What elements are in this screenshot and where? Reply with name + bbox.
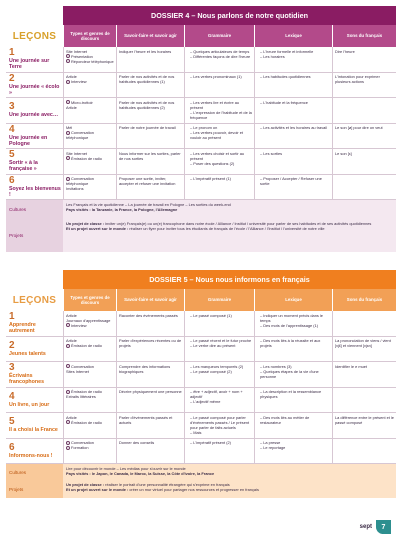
audio-icon (66, 59, 70, 63)
cell-text: Conversation (71, 363, 94, 369)
lesson-row (6, 175, 396, 201)
lesson-row (6, 337, 396, 363)
cell-lexique (254, 124, 332, 149)
cell-text: Le passé composé (1) (193, 312, 232, 318)
cell-text: Micro-trottoir (71, 99, 93, 105)
cell-text: Sites Internet (66, 368, 89, 374)
lesson-row (6, 311, 396, 337)
col-types: Types et genres de discours (63, 289, 116, 311)
cell-grammaire (184, 362, 254, 387)
cell-types (63, 175, 116, 200)
cell-grammaire (184, 124, 254, 149)
lesson-row (6, 413, 396, 439)
cell-text: Répondeur téléphonique (71, 58, 114, 64)
cell-text: Les sorties (263, 150, 283, 156)
lesson-title: Informons-nous ! (9, 452, 53, 459)
cell-lexique (254, 311, 332, 336)
page-footer (0, 520, 400, 539)
lesson-title: Écrivains francophones (9, 373, 45, 386)
audio-icon (66, 420, 70, 424)
cell-sons (332, 73, 396, 98)
cell-types (63, 149, 116, 174)
audio-icon (66, 441, 70, 445)
cell-lexique (254, 73, 332, 98)
cell-savoir-faire (116, 362, 184, 387)
cell-text: Les verbes lire et écrire au présent (190, 99, 240, 110)
cell-text: Donner des conseils (119, 440, 155, 445)
cell-text: Différentes façons de dire l'heure (193, 53, 251, 59)
cell-text: Les habitudes quotidiennes (263, 74, 311, 79)
cell-text: Émission de radio (71, 155, 102, 161)
cell-types (63, 47, 116, 72)
cell-savoir-faire (116, 388, 184, 413)
cell-grammaire (184, 73, 254, 98)
cell-lexique (254, 413, 332, 438)
audio-icon (66, 344, 70, 348)
audio-icon (66, 446, 70, 450)
lesson-number: 1 (9, 311, 15, 323)
cultures-label: Cultures (6, 464, 63, 480)
audio-icon (66, 156, 70, 160)
cell-text: Quelques étapes de la vie d'une personne (260, 368, 319, 379)
dossier-5-projets (6, 480, 396, 498)
cell-text: La presse (263, 440, 281, 445)
cell-text: Raconter des événements passés (119, 312, 178, 318)
audio-icon (66, 390, 70, 394)
cell-text: Des mots liés au métier de restaurateur (260, 414, 310, 425)
cell-text: Article (66, 338, 77, 343)
cell-text: Le reportage (263, 445, 286, 451)
cell-text: Les horaires (263, 53, 285, 59)
lesson-row (6, 149, 396, 175)
dossier-5-cultures (6, 464, 396, 480)
cell-sons (332, 388, 396, 413)
lesson-number: 6 (9, 441, 15, 453)
cell-lexique (254, 439, 332, 464)
cell-text: Le verbe dire au présent (193, 343, 236, 349)
dossier-4-table (6, 6, 396, 252)
cell-text: Émission de radio (71, 389, 102, 394)
cell-savoir-faire (116, 439, 184, 464)
lesson-row (6, 47, 396, 73)
cell-text: Le passé récent et le futur proche (193, 338, 252, 343)
cell-text: Le passé composé pour parler d'événements passés / Le présent pour parler de faits actuels (190, 414, 250, 430)
lesson-row (6, 362, 396, 388)
cell-text: Indiquer l'heure et les horaires (119, 48, 172, 54)
cell-lexique (254, 149, 332, 174)
cell-types (63, 98, 116, 123)
projet-classe-text: inviter un(e) Français(e) ou un(e) francophone dans notre école / Alliance / Institut / université pour parler de ses habitudes et de ses activités quotidiennes (105, 221, 372, 226)
cell-savoir-faire (116, 47, 184, 72)
cell-types (63, 124, 116, 149)
cell-text: Mais (193, 429, 202, 435)
col-types: Types et genres de discours (63, 25, 116, 47)
dossier-4-title: DOSSIER 4 – Nous parlons de notre quotidien (63, 6, 396, 25)
cell-text: Émission de radio (71, 343, 102, 349)
cell-types (63, 73, 116, 98)
projet-monde-text: réaliser un flyer pour inviter tous les étudiants de français de l'école / l'Alliance / l'Institut / l'université de notre ville (129, 226, 325, 232)
lesson-number: 5 (9, 149, 15, 161)
lesson-title: Une journée sur Terre (9, 58, 50, 71)
audio-icon (66, 131, 70, 135)
lesson-title: Une journée avec… (9, 112, 59, 119)
cell-text: Proposer / Accepter / Refuser une sortie (260, 176, 322, 187)
dossier-5-rows (6, 311, 396, 464)
cell-text: Article (66, 74, 77, 79)
col-savoir: Savoir-faire et savoir agir (116, 289, 184, 311)
cell-text: Conversation téléphonique (66, 176, 94, 187)
cell-types (63, 413, 116, 438)
lesson-number: 3 (9, 362, 15, 374)
projet-monde-label: Et un projet ouvert sur le monde : (66, 487, 129, 493)
projet-classe-label: Un projet de classe : (66, 221, 105, 226)
cell-text: Le pronom on (193, 125, 218, 130)
cell-text: Comprendre des informations biographiques (119, 363, 171, 374)
cell-text: Conversation téléphonique (66, 130, 94, 141)
lesson-number: 4 (9, 390, 15, 402)
cell-lexique (254, 98, 332, 123)
cell-text: être + adjectif, avoir + nom + adjectif (190, 389, 243, 400)
cell-grammaire (184, 47, 254, 72)
cell-text: Des mots de l'apprentissage (1) (263, 322, 319, 328)
lesson-row (6, 388, 396, 414)
lesson-title: Sortir « à la française » (9, 160, 38, 173)
lesson-title: Un livre, un jour (9, 401, 50, 408)
cell-text: Journaux d'apprentissage (66, 317, 111, 323)
cultures-text: Les Français et la vie quotidienne – La journée de travail en Pologne – Les sorties du week-end (66, 202, 231, 207)
projet-classe-label: Un projet de classe : (66, 482, 105, 487)
cell-text: L'adjectif même (193, 399, 221, 405)
cell-text: Article (66, 414, 77, 420)
lesson-title: Soyez les bienvenus ! (9, 185, 61, 198)
cell-sons (332, 413, 396, 438)
lesson-title: Apprendre autrement (9, 322, 36, 335)
cell-sons (332, 439, 396, 464)
lecons-logo: LEÇONS (12, 30, 57, 42)
cell-text: Conversation (71, 440, 94, 445)
cell-text: L'intonation pour exprimer plusieurs actions (335, 74, 380, 85)
dossier-4-cultures (6, 200, 396, 219)
cell-savoir-faire (116, 337, 184, 362)
cell-text: La description et la ressemblance physiques (260, 389, 322, 400)
cell-types (63, 311, 116, 336)
lesson-row (6, 73, 396, 99)
cell-text: Dire l'heure (335, 48, 355, 54)
lesson-title: Une journée « écolo » (9, 83, 60, 96)
cell-lexique (254, 362, 332, 387)
projet-monde-text: créer un mur virtuel pour partager nos ressources et progresser en français (129, 487, 259, 493)
cell-lexique (254, 388, 332, 413)
col-sons: Sons du français (332, 25, 396, 47)
cell-text: Interview (71, 322, 87, 328)
cell-text: Les verbes pouvoir, devoir et vouloir au présent (190, 130, 243, 141)
cell-text: Quelques articulateurs de temps (193, 48, 250, 54)
cell-text: Parler d'événements passés et actuels (119, 414, 173, 425)
col-savoir: Savoir-faire et savoir agir (116, 25, 184, 47)
cell-text: Site Internet (66, 48, 87, 54)
dossier-4-rows (6, 47, 396, 200)
page-number-badge: 7 (376, 520, 391, 534)
dossier-5-header (6, 289, 396, 311)
col-sons: Sons du français (332, 289, 396, 311)
dossier-4-projets (6, 219, 396, 252)
lesson-number: 6 (9, 174, 15, 186)
lesson-title: Il a choisi la France (9, 427, 58, 434)
lesson-title: Jeunes talents (9, 350, 46, 357)
dossier-5-table (6, 270, 396, 498)
cell-text: Identifier le e muet (335, 363, 368, 369)
cultures-text: Lire pour découvrir le monde – Les médias pour s'ouvrir sur le monde (66, 466, 186, 471)
cell-savoir-faire (116, 413, 184, 438)
cell-sons (332, 175, 396, 200)
cell-types (63, 362, 116, 387)
cell-savoir-faire (116, 175, 184, 200)
cell-text: Nous informer sur les sorties, parler de nos sorties (119, 150, 181, 161)
col-grammaire: Grammaire (184, 289, 254, 311)
cell-text: Parler de nos activités et de nos habitudes quotidiennes (1) (119, 74, 175, 85)
cell-text: Des mots liés à la réussite et aux projets (260, 338, 321, 349)
cell-text: Les nombres (3) (263, 363, 292, 369)
audio-icon (66, 54, 70, 58)
dossier-4-header (6, 25, 396, 47)
cell-text: Poser des questions (2) (193, 160, 235, 166)
cell-lexique (254, 337, 332, 362)
cell-sons (332, 149, 396, 174)
col-lexique: Lexique (254, 25, 332, 47)
cell-grammaire (184, 388, 254, 413)
lecons-logo: LEÇONS (12, 294, 57, 306)
lesson-number: 2 (9, 72, 15, 84)
cell-grammaire (184, 311, 254, 336)
cell-savoir-faire (116, 124, 184, 149)
audio-icon (66, 100, 70, 104)
cell-text: Présentation (71, 53, 93, 59)
cell-sons (332, 337, 396, 362)
cell-text: Les activités et les horaires au travail (263, 125, 328, 130)
projets-label: Projets (6, 480, 63, 498)
cell-savoir-faire (116, 98, 184, 123)
cell-sons (332, 98, 396, 123)
cell-text: L'impératif présent (1) (193, 176, 231, 181)
cell-text: Mél (66, 125, 73, 130)
cell-text: Site Internet (66, 150, 87, 156)
cell-savoir-faire (116, 311, 184, 336)
cultures-pays: Pays visités : le Japon, le Canada, le Maroc, la Suisse, la Côte d'Ivoire, la France (66, 471, 215, 477)
cell-text: Émission de radio (71, 419, 102, 425)
cell-text: Indiquer un moment précis dans le temps (260, 312, 323, 323)
cell-text: Décrire physiquement une personne (119, 389, 182, 394)
cell-text: Formation (71, 445, 89, 451)
page-label: sept (359, 524, 372, 530)
cell-grammaire (184, 175, 254, 200)
cell-text: Le son [ø] pour dire on veut (335, 125, 383, 130)
cell-text: La différence entre le présent et le passé composé (335, 414, 394, 425)
cell-text: Parler d'expériences récentes ou de projets (119, 338, 182, 349)
projet-monde-label: Et un projet ouvert sur le monde : (66, 226, 129, 232)
cell-savoir-faire (116, 73, 184, 98)
cell-sons (332, 362, 396, 387)
audio-icon (66, 80, 70, 84)
cell-types (63, 388, 116, 413)
lesson-number: 4 (9, 123, 15, 135)
cell-lexique (254, 47, 332, 72)
cell-text: L'habitude et la fréquence (263, 99, 308, 105)
lesson-number: 2 (9, 339, 15, 351)
cell-text: Proposer une sortie, inviter, accepter et refuser une invitation (119, 176, 176, 187)
dossier-5-title: DOSSIER 5 – Nous nous informons en français (63, 270, 396, 289)
col-grammaire: Grammaire (184, 25, 254, 47)
lesson-number: 3 (9, 101, 15, 113)
cell-savoir-faire (116, 149, 184, 174)
cell-text: Invitations (66, 186, 84, 192)
cell-text: Le son [ɛ] (335, 150, 352, 156)
cell-grammaire (184, 337, 254, 362)
cell-types (63, 337, 116, 362)
cultures-pays: Pays visités : la Tanzanie, la France, la Pologne, l'Allemagne (66, 207, 178, 213)
cell-text: Les verbes pronominaux (1) (193, 74, 242, 79)
cell-sons (332, 47, 396, 72)
projets-label: Projets (6, 219, 63, 252)
lesson-row (6, 124, 396, 150)
cell-text: Article (66, 312, 77, 318)
lesson-number: 5 (9, 416, 15, 428)
cell-text: Extraits littéraires (66, 394, 96, 400)
cell-sons (332, 311, 396, 336)
projet-classe-text: réaliser le portrait d'une personnalité étrangère qui s'exprime en français (105, 482, 230, 487)
cell-grammaire (184, 413, 254, 438)
lesson-row (6, 98, 396, 124)
cell-text: Les marqueurs temporels (2) (193, 363, 244, 369)
cell-types (63, 439, 116, 464)
lesson-title: Une journée en Pologne (9, 134, 48, 147)
col-lexique: Lexique (254, 289, 332, 311)
cell-sons (332, 124, 396, 149)
cell-text: L'heure formelle et informelle (263, 48, 314, 54)
cell-text: Les verbes choisir et sortir au présent (190, 150, 245, 161)
audio-icon (66, 323, 70, 327)
cell-grammaire (184, 149, 254, 174)
cell-text: Le passé composé (2) (193, 368, 232, 374)
cell-text: Parler de nos activités et de nos habitudes quotidiennes (2) (119, 99, 175, 110)
cell-text: La prononciation de viens / vient [vjɛ̃] et viennent [vjɛn] (335, 338, 391, 349)
cell-text: Interview (71, 79, 87, 85)
cell-text: L'impératif présent (2) (193, 440, 231, 445)
cell-grammaire (184, 439, 254, 464)
cell-lexique (254, 175, 332, 200)
lesson-row (6, 439, 396, 465)
cultures-label: Cultures (6, 200, 63, 219)
cell-grammaire (184, 98, 254, 123)
audio-icon (66, 364, 70, 368)
lesson-number: 1 (9, 47, 15, 59)
audio-icon (66, 177, 70, 181)
cell-text: Parler de notre journée de travail (119, 125, 176, 130)
cell-text: L'expression de l'habitude et de la fréquence (190, 109, 252, 120)
cell-text: Article (66, 104, 77, 110)
